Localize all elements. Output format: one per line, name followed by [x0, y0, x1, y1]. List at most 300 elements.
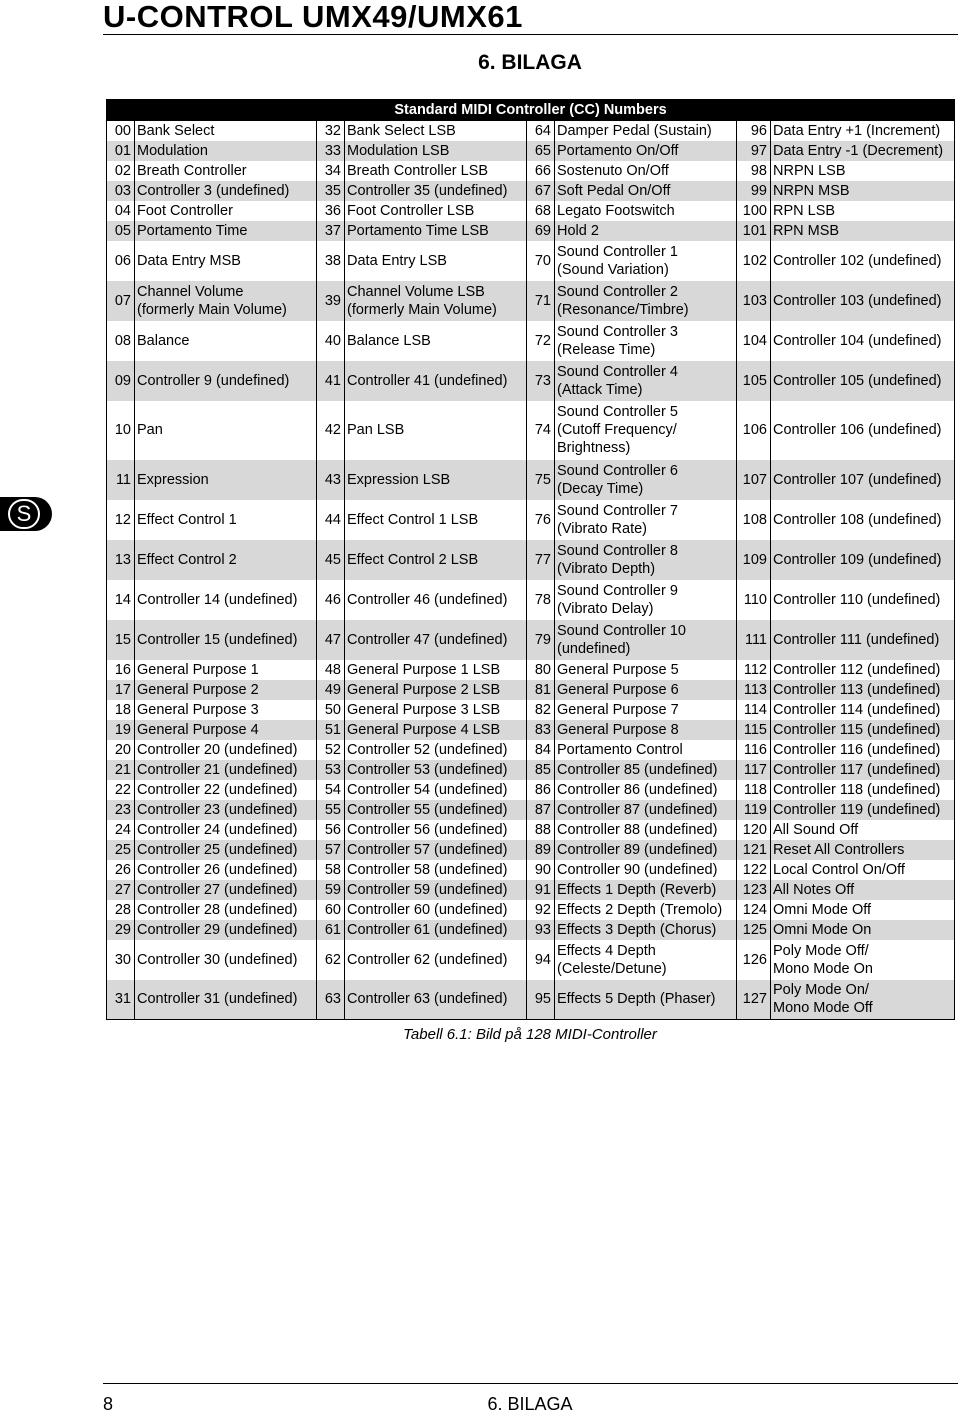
controller-name: Controller 58 (undefined): [345, 860, 527, 880]
controller-number: 01: [107, 141, 135, 161]
controller-name: Controller 89 (undefined): [555, 840, 737, 860]
table-row: [107, 840, 955, 860]
controller-name: Controller 28 (undefined): [135, 900, 317, 920]
controller-name: NRPN MSB: [771, 181, 955, 201]
controller-number: 93: [527, 920, 555, 940]
controller-number: 43: [317, 460, 345, 500]
controller-name: Effect Control 1 LSB: [345, 500, 527, 540]
controller-name: Effect Control 2 LSB: [345, 540, 527, 580]
controller-name: Data Entry +1 (Increment): [771, 121, 955, 141]
controller-name: Channel Volume (formerly Main Volume): [135, 281, 317, 321]
controller-name: General Purpose 4 LSB: [345, 720, 527, 740]
controller-name: Controller 31 (undefined): [135, 980, 317, 1020]
table-row: [107, 800, 955, 820]
controller-name: Effects 4 Depth (Celeste/Detune): [555, 940, 737, 980]
controller-number: 97: [737, 141, 771, 161]
controller-number: 76: [527, 500, 555, 540]
controller-number: 39: [317, 281, 345, 321]
controller-number: 73: [527, 361, 555, 401]
controller-number: 13: [107, 540, 135, 580]
controller-name: Effects 2 Depth (Tremolo): [555, 900, 737, 920]
controller-name: Controller 9 (undefined): [135, 361, 317, 401]
controller-number: 65: [527, 141, 555, 161]
controller-name: Controller 3 (undefined): [135, 181, 317, 201]
controller-name: Controller 119 (undefined): [771, 800, 955, 820]
controller-number: 116: [737, 740, 771, 760]
controller-name: Controller 54 (undefined): [345, 780, 527, 800]
controller-name: Portamento Time: [135, 221, 317, 241]
controller-number: 101: [737, 221, 771, 241]
controller-number: 74: [527, 401, 555, 460]
controller-name: Hold 2: [555, 221, 737, 241]
controller-number: 108: [737, 500, 771, 540]
controller-number: 59: [317, 880, 345, 900]
controller-name: Controller 22 (undefined): [135, 780, 317, 800]
controller-name: Controller 52 (undefined): [345, 740, 527, 760]
controller-name: Controller 109 (undefined): [771, 540, 955, 580]
footer-section-title: 6. BILAGA: [487, 1394, 573, 1414]
controller-number: 17: [107, 680, 135, 700]
controller-name: Soft Pedal On/Off: [555, 181, 737, 201]
table-row: [107, 580, 955, 620]
table-row: [107, 720, 955, 740]
controller-number: 66: [527, 161, 555, 181]
controller-number: 103: [737, 281, 771, 321]
controller-name: Controller 108 (undefined): [771, 500, 955, 540]
controller-name: Bank Select LSB: [345, 121, 527, 141]
controller-name: Controller 115 (undefined): [771, 720, 955, 740]
controller-number: 79: [527, 620, 555, 660]
controller-number: 104: [737, 321, 771, 361]
language-tab-label: S: [8, 499, 40, 529]
controller-name: Controller 30 (undefined): [135, 940, 317, 980]
controller-name: Controller 62 (undefined): [345, 940, 527, 980]
controller-number: 24: [107, 820, 135, 840]
controller-name: Controller 116 (undefined): [771, 740, 955, 760]
controller-name: Controller 86 (undefined): [555, 780, 737, 800]
controller-number: 38: [317, 241, 345, 281]
controller-name: General Purpose 4: [135, 720, 317, 740]
controller-name: Controller 27 (undefined): [135, 880, 317, 900]
controller-number: 80: [527, 660, 555, 680]
controller-number: 37: [317, 221, 345, 241]
controller-number: 95: [527, 980, 555, 1020]
controller-number: 88: [527, 820, 555, 840]
controller-number: 00: [107, 121, 135, 141]
controller-number: 41: [317, 361, 345, 401]
controller-name: Sound Controller 4 (Attack Time): [555, 361, 737, 401]
controller-number: 62: [317, 940, 345, 980]
table-row: [107, 980, 955, 1020]
controller-name: General Purpose 3 LSB: [345, 700, 527, 720]
controller-name: Reset All Controllers: [771, 840, 955, 860]
controller-name: Pan: [135, 401, 317, 460]
controller-number: 51: [317, 720, 345, 740]
controller-name: Sound Controller 10 (undefined): [555, 620, 737, 660]
controller-name: Controller 56 (undefined): [345, 820, 527, 840]
controller-number: 03: [107, 181, 135, 201]
controller-name: Data Entry MSB: [135, 241, 317, 281]
controller-number: 50: [317, 700, 345, 720]
controller-number: 86: [527, 780, 555, 800]
controller-name: Foot Controller: [135, 201, 317, 221]
table-row: [107, 460, 955, 500]
controller-number: 49: [317, 680, 345, 700]
controller-number: 09: [107, 361, 135, 401]
controller-name: Controller 59 (undefined): [345, 880, 527, 900]
controller-number: 27: [107, 880, 135, 900]
title-rule: [103, 34, 958, 35]
controller-name: Controller 26 (undefined): [135, 860, 317, 880]
controller-name: Controller 35 (undefined): [345, 181, 527, 201]
controller-number: 22: [107, 780, 135, 800]
controller-number: 63: [317, 980, 345, 1020]
controller-number: 52: [317, 740, 345, 760]
controller-name: RPN MSB: [771, 221, 955, 241]
table-row: [107, 740, 955, 760]
controller-number: 20: [107, 740, 135, 760]
controller-number: 89: [527, 840, 555, 860]
controller-name: Controller 105 (undefined): [771, 361, 955, 401]
controller-name: Expression: [135, 460, 317, 500]
controller-name: Data Entry LSB: [345, 241, 527, 281]
controller-number: 28: [107, 900, 135, 920]
controller-number: 126: [737, 940, 771, 980]
controller-number: 33: [317, 141, 345, 161]
controller-number: 105: [737, 361, 771, 401]
controller-name: Effects 5 Depth (Phaser): [555, 980, 737, 1020]
controller-name: Controller 117 (undefined): [771, 760, 955, 780]
language-tab: [0, 497, 52, 531]
controller-name: Effects 3 Depth (Chorus): [555, 920, 737, 940]
controller-number: 34: [317, 161, 345, 181]
controller-name: Controller 103 (undefined): [771, 281, 955, 321]
controller-name: Pan LSB: [345, 401, 527, 460]
controller-name: Modulation: [135, 141, 317, 161]
controller-number: 121: [737, 840, 771, 860]
controller-name: General Purpose 7: [555, 700, 737, 720]
controller-name: Sound Controller 2 (Resonance/Timbre): [555, 281, 737, 321]
table-row: [107, 161, 955, 181]
controller-number: 122: [737, 860, 771, 880]
table-row: [107, 121, 955, 141]
table-row: [107, 900, 955, 920]
controller-name: Omni Mode On: [771, 920, 955, 940]
controller-name: Portamento Control: [555, 740, 737, 760]
controller-name: Controller 106 (undefined): [771, 401, 955, 460]
controller-name: Sound Controller 6 (Decay Time): [555, 460, 737, 500]
controller-name: Foot Controller LSB: [345, 201, 527, 221]
controller-name: Controller 15 (undefined): [135, 620, 317, 660]
controller-number: 83: [527, 720, 555, 740]
controller-number: 114: [737, 700, 771, 720]
controller-number: 94: [527, 940, 555, 980]
controller-name: Controller 55 (undefined): [345, 800, 527, 820]
table-row: [107, 620, 955, 660]
controller-number: 68: [527, 201, 555, 221]
controller-name: Controller 41 (undefined): [345, 361, 527, 401]
controller-number: 53: [317, 760, 345, 780]
table-row: [107, 281, 955, 321]
controller-name: Effects 1 Depth (Reverb): [555, 880, 737, 900]
controller-number: 96: [737, 121, 771, 141]
controller-number: 78: [527, 580, 555, 620]
document-title: U-CONTROL UMX49/UMX61: [103, 0, 523, 34]
controller-name: Breath Controller LSB: [345, 161, 527, 181]
controller-name: General Purpose 2: [135, 680, 317, 700]
controller-number: 85: [527, 760, 555, 780]
controller-number: 07: [107, 281, 135, 321]
controller-name: Controller 63 (undefined): [345, 980, 527, 1020]
table-row: [107, 820, 955, 840]
controller-name: Damper Pedal (Sustain): [555, 121, 737, 141]
controller-number: 32: [317, 121, 345, 141]
table-row: [107, 860, 955, 880]
table-row: [107, 660, 955, 680]
page-number: 8: [103, 1394, 114, 1414]
controller-name: Controller 112 (undefined): [771, 660, 955, 680]
controller-name: Controller 113 (undefined): [771, 680, 955, 700]
table-row: [107, 780, 955, 800]
controller-name: Controller 111 (undefined): [771, 620, 955, 660]
controller-number: 117: [737, 760, 771, 780]
controller-number: 19: [107, 720, 135, 740]
controller-number: 10: [107, 401, 135, 460]
controller-name: General Purpose 5: [555, 660, 737, 680]
controller-name: Controller 90 (undefined): [555, 860, 737, 880]
table-row: [107, 540, 955, 580]
controller-number: 04: [107, 201, 135, 221]
controller-number: 25: [107, 840, 135, 860]
table-row: [107, 401, 955, 460]
controller-name: Controller 46 (undefined): [345, 580, 527, 620]
controller-name: General Purpose 1: [135, 660, 317, 680]
controller-name: Breath Controller: [135, 161, 317, 181]
controller-name: Local Control On/Off: [771, 860, 955, 880]
controller-name: Controller 29 (undefined): [135, 920, 317, 940]
controller-name: Portamento On/Off: [555, 141, 737, 161]
controller-number: 42: [317, 401, 345, 460]
controller-number: 106: [737, 401, 771, 460]
controller-number: 57: [317, 840, 345, 860]
controller-number: 125: [737, 920, 771, 940]
controller-number: 100: [737, 201, 771, 221]
controller-number: 55: [317, 800, 345, 820]
controller-name: Controller 60 (undefined): [345, 900, 527, 920]
controller-name: Controller 104 (undefined): [771, 321, 955, 361]
controller-number: 45: [317, 540, 345, 580]
table-row: [107, 241, 955, 281]
controller-number: 110: [737, 580, 771, 620]
controller-number: 36: [317, 201, 345, 221]
controller-number: 21: [107, 760, 135, 780]
table-row: [107, 141, 955, 161]
controller-number: 56: [317, 820, 345, 840]
footer-rule: [103, 1383, 958, 1384]
controller-number: 75: [527, 460, 555, 500]
controller-name: Channel Volume LSB (formerly Main Volume): [345, 281, 527, 321]
controller-name: All Notes Off: [771, 880, 955, 900]
controller-name: General Purpose 3: [135, 700, 317, 720]
controller-number: 54: [317, 780, 345, 800]
controller-name: Controller 21 (undefined): [135, 760, 317, 780]
controller-number: 123: [737, 880, 771, 900]
controller-name: Data Entry -1 (Decrement): [771, 141, 955, 161]
controller-name: General Purpose 1 LSB: [345, 660, 527, 680]
controller-number: 40: [317, 321, 345, 361]
controller-name: Controller 88 (undefined): [555, 820, 737, 840]
controller-number: 82: [527, 700, 555, 720]
controller-name: Controller 102 (undefined): [771, 241, 955, 281]
controller-name: General Purpose 2 LSB: [345, 680, 527, 700]
table-row: [107, 500, 955, 540]
table-row: [107, 940, 955, 980]
table-row: [107, 920, 955, 940]
controller-number: 30: [107, 940, 135, 980]
controller-number: 16: [107, 660, 135, 680]
controller-name: RPN LSB: [771, 201, 955, 221]
controller-name: Controller 14 (undefined): [135, 580, 317, 620]
controller-number: 69: [527, 221, 555, 241]
controller-name: Sostenuto On/Off: [555, 161, 737, 181]
controller-name: All Sound Off: [771, 820, 955, 840]
controller-number: 113: [737, 680, 771, 700]
table-title: Standard MIDI Controller (CC) Numbers: [107, 100, 955, 121]
controller-number: 26: [107, 860, 135, 880]
controller-number: 18: [107, 700, 135, 720]
controller-number: 70: [527, 241, 555, 281]
controller-name: Controller 57 (undefined): [345, 840, 527, 860]
controller-number: 35: [317, 181, 345, 201]
controller-name: Controller 61 (undefined): [345, 920, 527, 940]
controller-number: 111: [737, 620, 771, 660]
controller-number: 23: [107, 800, 135, 820]
controller-number: 47: [317, 620, 345, 660]
midi-controller-table: [106, 99, 955, 1020]
controller-number: 48: [317, 660, 345, 680]
controller-number: 92: [527, 900, 555, 920]
controller-name: Sound Controller 3 (Release Time): [555, 321, 737, 361]
controller-name: Controller 25 (undefined): [135, 840, 317, 860]
controller-number: 15: [107, 620, 135, 660]
controller-number: 77: [527, 540, 555, 580]
controller-number: 102: [737, 241, 771, 281]
controller-name: Balance: [135, 321, 317, 361]
table-row: [107, 680, 955, 700]
table-row: [107, 321, 955, 361]
controller-number: 64: [527, 121, 555, 141]
table-row: [107, 361, 955, 401]
controller-name: Controller 85 (undefined): [555, 760, 737, 780]
controller-name: Sound Controller 1 (Sound Variation): [555, 241, 737, 281]
controller-name: Expression LSB: [345, 460, 527, 500]
controller-name: Poly Mode Off/ Mono Mode On: [771, 940, 955, 980]
controller-number: 90: [527, 860, 555, 880]
controller-number: 58: [317, 860, 345, 880]
controller-number: 118: [737, 780, 771, 800]
controller-name: Controller 47 (undefined): [345, 620, 527, 660]
midi-controller-table-container: [106, 99, 954, 1015]
controller-number: 67: [527, 181, 555, 201]
controller-number: 14: [107, 580, 135, 620]
controller-name: Controller 20 (undefined): [135, 740, 317, 760]
controller-number: 87: [527, 800, 555, 820]
controller-name: Effect Control 2: [135, 540, 317, 580]
controller-number: 107: [737, 460, 771, 500]
controller-number: 120: [737, 820, 771, 840]
controller-number: 08: [107, 321, 135, 361]
controller-number: 11: [107, 460, 135, 500]
controller-name: General Purpose 8: [555, 720, 737, 740]
table-row: [107, 880, 955, 900]
controller-number: 112: [737, 660, 771, 680]
controller-number: 05: [107, 221, 135, 241]
controller-number: 127: [737, 980, 771, 1020]
controller-name: Portamento Time LSB: [345, 221, 527, 241]
controller-number: 60: [317, 900, 345, 920]
controller-number: 72: [527, 321, 555, 361]
controller-name: Controller 110 (undefined): [771, 580, 955, 620]
controller-name: Omni Mode Off: [771, 900, 955, 920]
controller-number: 81: [527, 680, 555, 700]
table-row: [107, 181, 955, 201]
controller-name: Legato Footswitch: [555, 201, 737, 221]
controller-number: 71: [527, 281, 555, 321]
controller-name: Poly Mode On/ Mono Mode Off: [771, 980, 955, 1020]
controller-name: Sound Controller 5 (Cutoff Frequency/ Brightness): [555, 401, 737, 460]
table-body: [107, 121, 955, 1020]
controller-name: Modulation LSB: [345, 141, 527, 161]
controller-number: 31: [107, 980, 135, 1020]
controller-name: Sound Controller 7 (Vibrato Rate): [555, 500, 737, 540]
controller-name: Effect Control 1: [135, 500, 317, 540]
controller-name: Bank Select: [135, 121, 317, 141]
controller-name: Controller 24 (undefined): [135, 820, 317, 840]
controller-number: 91: [527, 880, 555, 900]
controller-name: Balance LSB: [345, 321, 527, 361]
controller-number: 12: [107, 500, 135, 540]
controller-name: General Purpose 6: [555, 680, 737, 700]
controller-number: 119: [737, 800, 771, 820]
controller-number: 115: [737, 720, 771, 740]
controller-number: 98: [737, 161, 771, 181]
table-row: [107, 201, 955, 221]
controller-number: 44: [317, 500, 345, 540]
controller-number: 84: [527, 740, 555, 760]
controller-number: 61: [317, 920, 345, 940]
controller-name: Sound Controller 8 (Vibrato Depth): [555, 540, 737, 580]
controller-name: Controller 87 (undefined): [555, 800, 737, 820]
controller-number: 109: [737, 540, 771, 580]
controller-number: 46: [317, 580, 345, 620]
controller-number: 06: [107, 241, 135, 281]
controller-number: 29: [107, 920, 135, 940]
controller-name: Controller 107 (undefined): [771, 460, 955, 500]
table-row: [107, 760, 955, 780]
controller-name: Controller 53 (undefined): [345, 760, 527, 780]
table-caption: Tabell 6.1: Bild på 128 MIDI-Controller: [403, 1026, 657, 1043]
table-row: [107, 221, 955, 241]
controller-number: 99: [737, 181, 771, 201]
section-title: 6. BILAGA: [478, 51, 582, 74]
controller-number: 124: [737, 900, 771, 920]
table-row: [107, 700, 955, 720]
controller-number: 02: [107, 161, 135, 181]
controller-name: Sound Controller 9 (Vibrato Delay): [555, 580, 737, 620]
controller-name: Controller 114 (undefined): [771, 700, 955, 720]
controller-name: NRPN LSB: [771, 161, 955, 181]
controller-name: Controller 118 (undefined): [771, 780, 955, 800]
